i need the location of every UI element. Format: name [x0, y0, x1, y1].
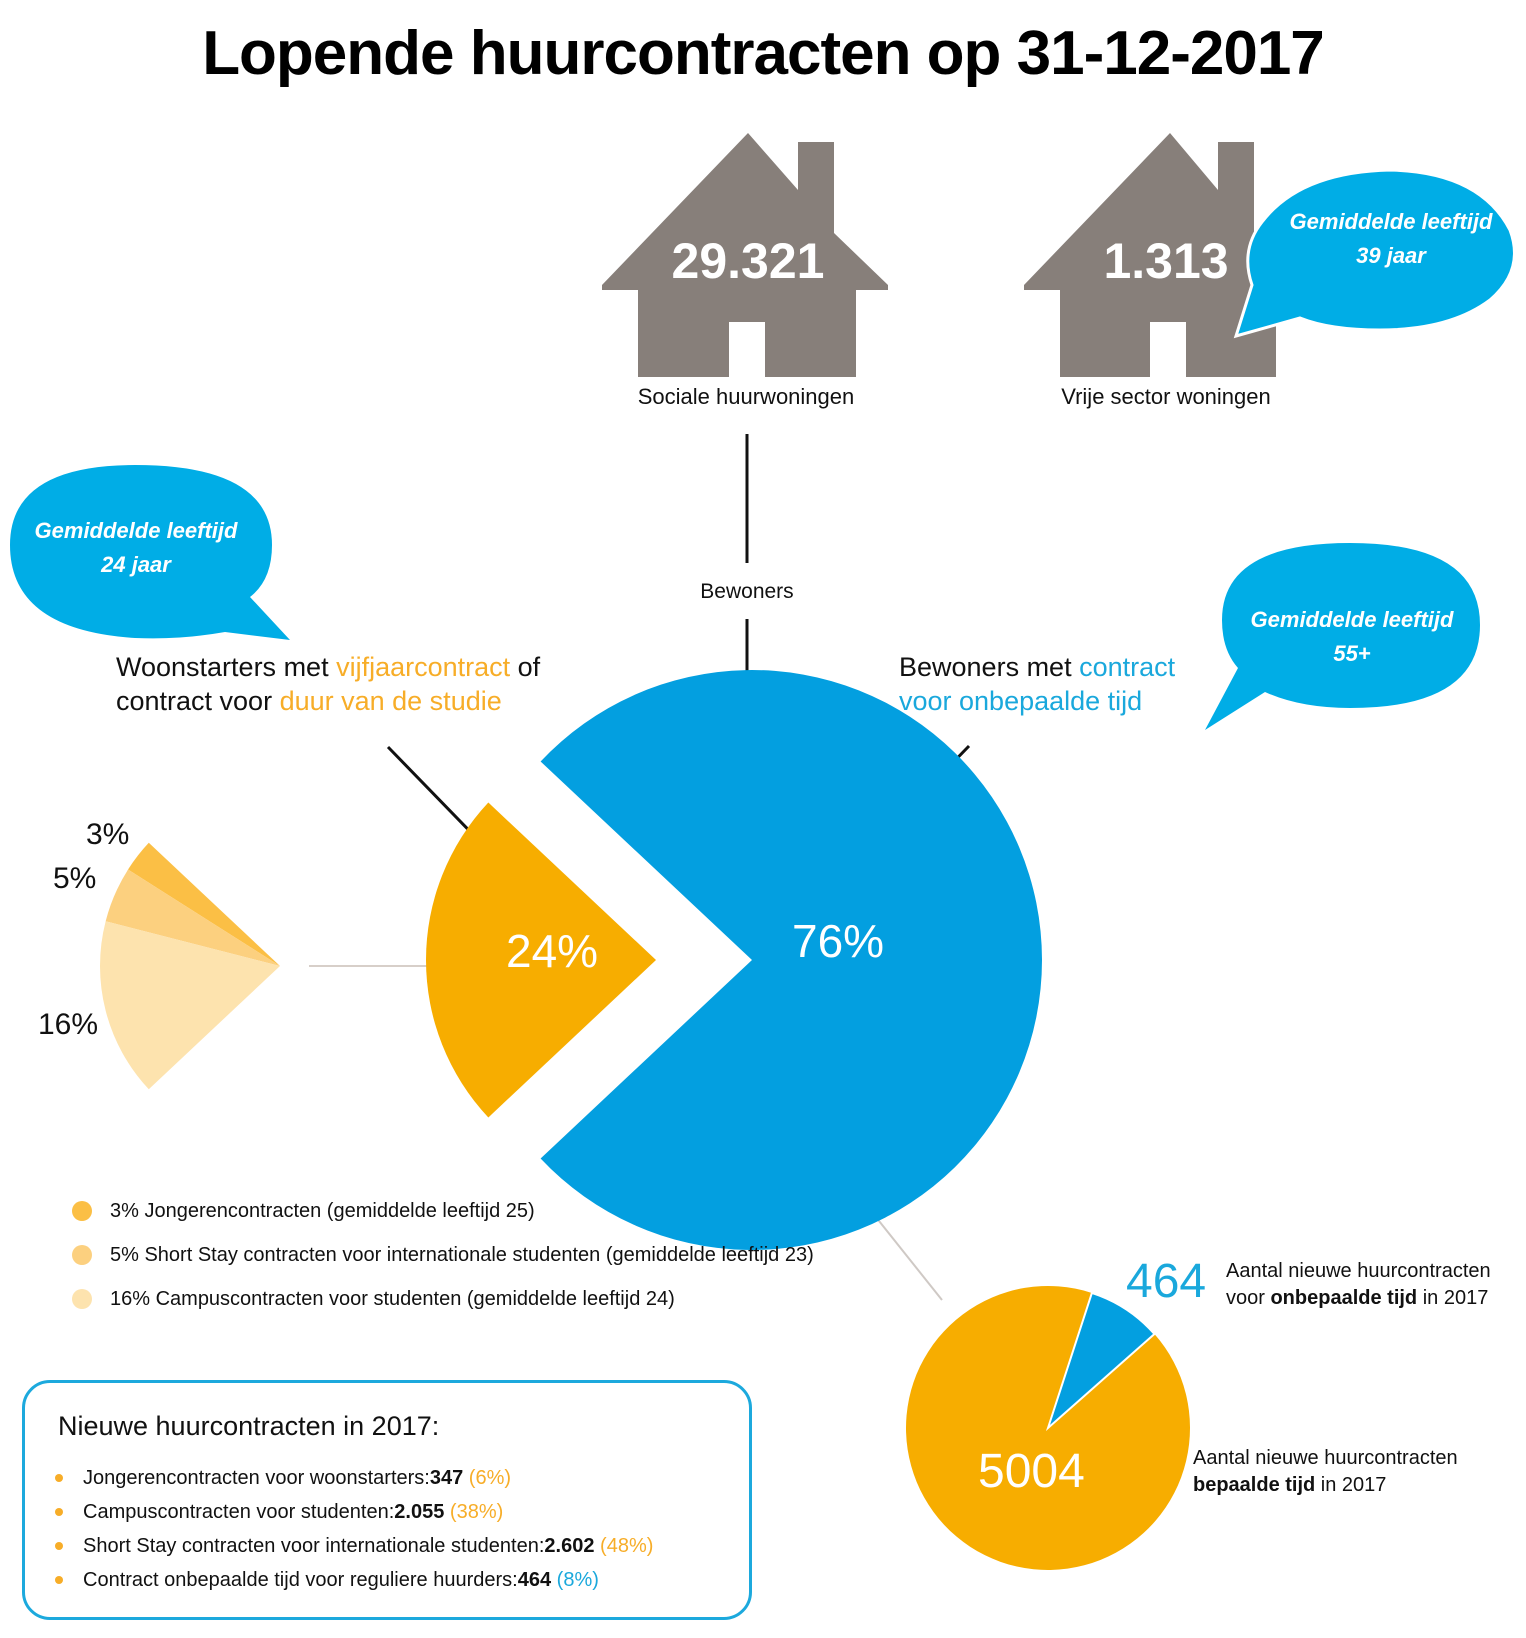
pie-label-5pct: 5% — [53, 862, 97, 895]
breakdown-pie-chart — [100, 843, 280, 1089]
onbepaald-description — [899, 650, 1175, 718]
house-value-sociale: 29.321 — [671, 233, 825, 289]
box-title: Nieuwe huurcontracten in 2017: — [58, 1411, 440, 1441]
bullet-icon — [55, 1576, 63, 1584]
legend-dot-icon — [72, 1289, 92, 1309]
bubble-text-woonstarters — [10, 514, 262, 582]
text-part: Woonstarters met — [116, 652, 337, 682]
text-part: of — [510, 652, 541, 682]
bubble-line: Gemiddelde leeftijd — [1250, 607, 1454, 632]
house-caption-vrije-sector: Vrije sector woningen — [1061, 384, 1271, 409]
bubble-line: Gemiddelde leeftijd — [1289, 209, 1493, 234]
box-list-item — [55, 1495, 653, 1529]
bubble-text-vrije-sector — [1266, 205, 1516, 273]
text-part: contract voor — [116, 686, 280, 716]
new-pie-desc-bepaald — [1193, 1445, 1458, 1499]
desc-part: in 2017 — [1315, 1474, 1387, 1496]
pie-label-3pct: 3% — [86, 818, 130, 851]
bubble-age: 39 jaar — [1356, 243, 1426, 268]
item-label: Jongerencontracten voor woonstarters: — [83, 1466, 430, 1489]
item-pct: (8%) — [556, 1568, 599, 1591]
item-pct: (38%) — [449, 1500, 504, 1523]
legend-item — [72, 1240, 814, 1270]
bullet-icon — [55, 1508, 63, 1516]
pie-label-16pct: 16% — [38, 1008, 99, 1041]
highlight-vijfjaarcontract: vijfjaarcontract — [336, 652, 511, 682]
new-contracts-box — [22, 1380, 752, 1620]
house-caption-sociale: Sociale huurwoningen — [637, 384, 855, 409]
bullet-icon — [55, 1542, 63, 1550]
box-list-item — [55, 1461, 653, 1495]
item-label: Short Stay contracten voor internationale studenten: — [83, 1534, 545, 1557]
new-pie-value-onbepaald: 464 — [1126, 1255, 1207, 1308]
legend-label: 5% Short Stay contracten voor internationale studenten (gemiddelde leeftijd 23) — [110, 1243, 814, 1266]
new-pie-value-bepaald: 5004 — [978, 1445, 1085, 1498]
new-contracts-pie-chart — [906, 1286, 1190, 1570]
highlight-duur-studie: duur van de studie — [279, 686, 502, 716]
bubble-text-onbepaald — [1226, 603, 1478, 671]
item-pct: (6%) — [468, 1466, 512, 1489]
bubble-age: 55+ — [1333, 641, 1371, 666]
highlight-contract: contract — [1079, 652, 1176, 682]
pie-label-76pct: 76% — [792, 915, 885, 967]
text-part: Bewoners met — [899, 652, 1080, 682]
box-list — [55, 1461, 653, 1597]
new-pie-desc-onbepaald — [1226, 1258, 1491, 1312]
legend-label: 3% Jongerencontracten (gemiddelde leeftijd 25) — [110, 1199, 535, 1222]
legend-item — [72, 1284, 814, 1314]
highlight-onbepaalde-tijd: voor onbepaalde tijd — [899, 686, 1143, 716]
bewoners-label: Bewoners — [700, 580, 794, 603]
bullet-icon — [55, 1474, 63, 1482]
legend-dot-icon — [72, 1245, 92, 1265]
desc-part: voor — [1226, 1287, 1271, 1309]
desc-bold: bepaalde tijd — [1193, 1474, 1316, 1496]
desc-bold: onbepaalde tijd — [1270, 1287, 1418, 1309]
box-list-item — [55, 1529, 653, 1563]
box-list-item — [55, 1563, 653, 1597]
item-value: 464 — [517, 1568, 552, 1591]
legend-item — [72, 1196, 814, 1226]
item-label: Campuscontracten voor studenten: — [83, 1500, 395, 1523]
bubble-age: 24 jaar — [101, 552, 171, 577]
pie-label-24pct: 24% — [506, 925, 599, 977]
legend-label: 16% Campuscontracten voor studenten (gemiddelde leeftijd 24) — [110, 1287, 675, 1310]
item-value: 2.055 — [394, 1500, 445, 1523]
legend — [72, 1196, 814, 1314]
item-pct: (48%) — [600, 1534, 654, 1557]
desc-line: Aantal nieuwe huurcontracten — [1193, 1447, 1458, 1469]
item-value: 2.602 — [544, 1534, 595, 1557]
house-value-vrije-sector: 1.313 — [1103, 233, 1229, 289]
item-value: 347 — [429, 1466, 464, 1489]
legend-dot-icon — [72, 1201, 92, 1221]
woonstarters-description — [116, 650, 540, 718]
bubble-line: Gemiddelde leeftijd — [34, 518, 238, 543]
desc-line: Aantal nieuwe huurcontracten — [1226, 1260, 1491, 1282]
item-label: Contract onbepaalde tijd voor reguliere huurders: — [83, 1568, 518, 1591]
page-title: Lopende huurcontracten op 31-12-2017 — [202, 19, 1324, 88]
desc-part: in 2017 — [1417, 1287, 1489, 1309]
